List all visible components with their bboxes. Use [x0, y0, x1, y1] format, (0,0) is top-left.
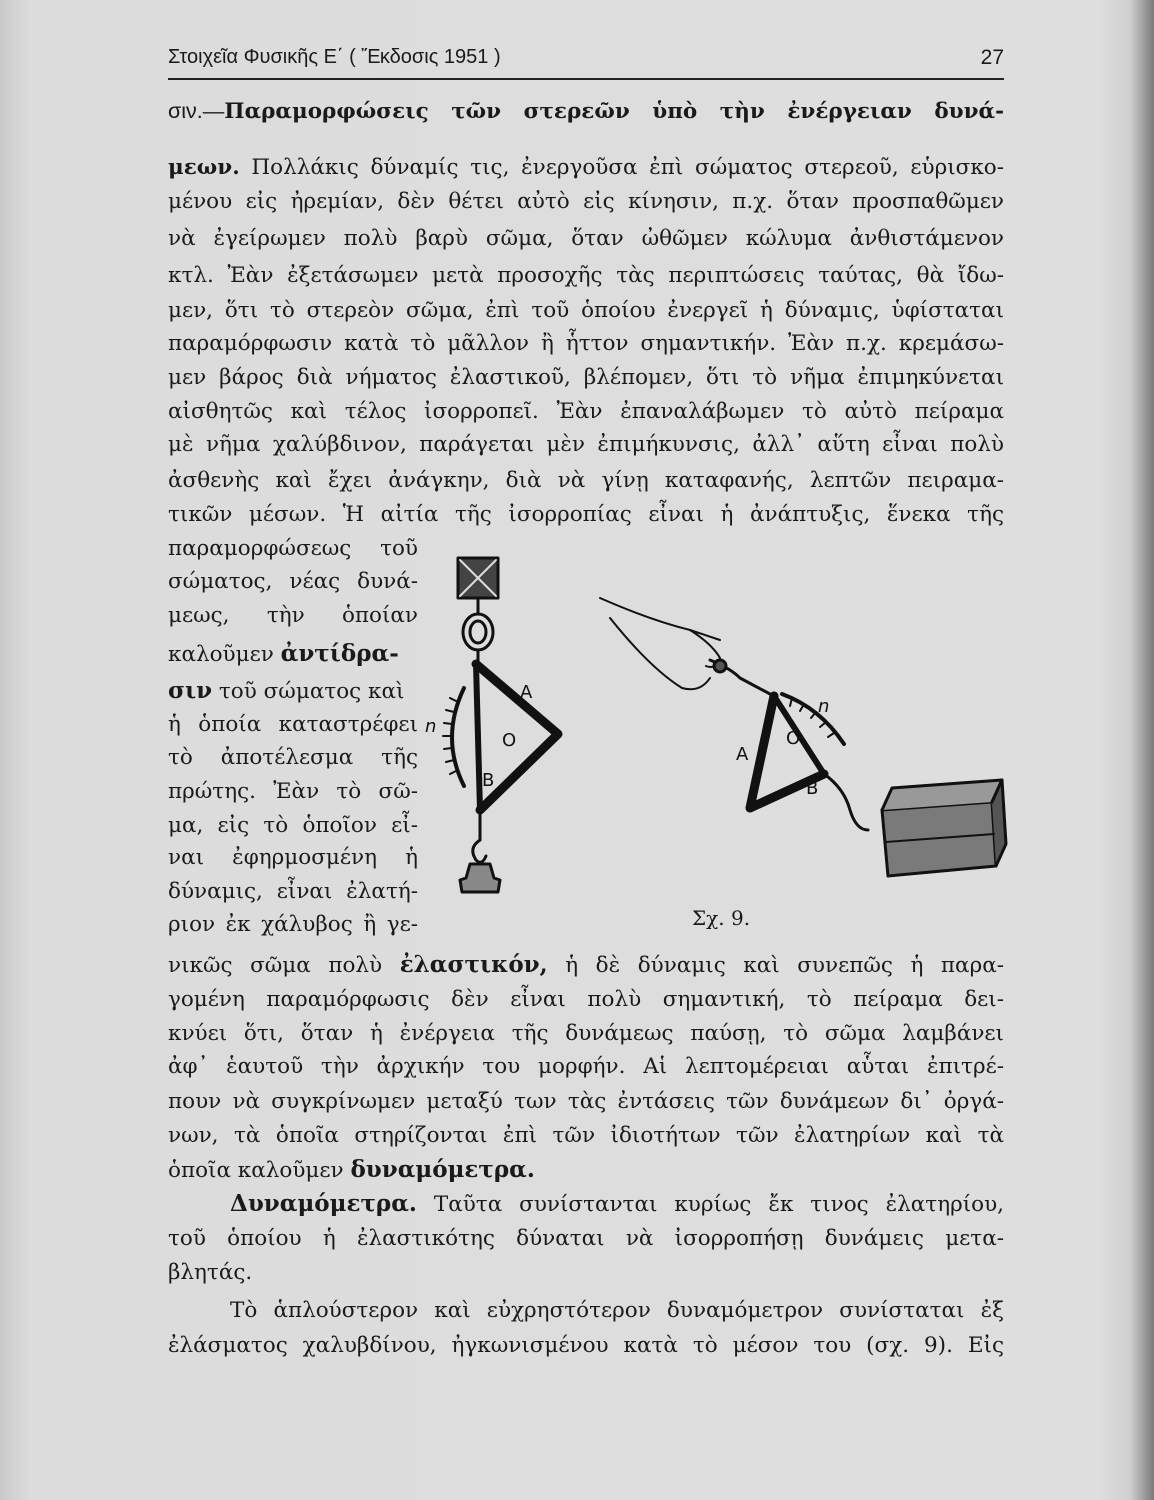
- paragraph-line: νὰ ἐγείρωμεν πολὺ βαρὺ σῶμα, ὅταν ὠθῶμεν κώλυμα ἀνθιστάμενον: [168, 226, 1004, 251]
- paragraph-line: τὸ ἀποτέλεσμα τῆς: [168, 745, 418, 770]
- paragraph-line: ἡ ὁποία καταστρέφει: [168, 712, 418, 737]
- paragraph-line: καλοῦμεν ἀντίδρα-: [168, 640, 399, 667]
- paragraph-line: μένου εἰς ἠρεμίαν, δὲν θέτει αὐτὸ εἰς κίνησιν, π.χ. ὅταν προσπαθῶμεν: [168, 189, 1004, 214]
- hand: [600, 598, 720, 640]
- paragraph-line: σιν τοῦ σώματος καὶ: [168, 677, 405, 704]
- paragraph-line: τικῶν μέσων. Ἡ αἰτία τῆς ἰσορροπίας εἶναι ἡ ἀνάπτυξις, ἕνεκα τῆς: [168, 502, 1004, 527]
- paragraph-line: μεως, τὴν ὁποίαν: [168, 603, 418, 628]
- running-header: [168, 44, 1004, 80]
- term-dynamometra: δυναμόμετρα.: [350, 1156, 535, 1183]
- paragraph-line: δύναμις, εἶναι ἐλατή-: [168, 879, 418, 904]
- paragraph-line: κνύει ὅτι, ὅταν ἡ ἐνέργεια τῆς δυνάμεως παύσῃ, τὸ σῶμα λαμβάνει: [168, 1021, 1004, 1046]
- paragraph-line: Δυναμόμετρα. Ταῦτα συνίστανται κυρίως ἔκ τινος ἐλατηρίου,: [230, 1190, 1004, 1217]
- label-b: B: [482, 770, 495, 791]
- label-o-2: O: [786, 728, 801, 749]
- page-number: 27: [980, 46, 1004, 69]
- paragraph-line: μεν, ὅτι τὸ στερεὸν σῶμα, ἐπὶ τοῦ ὁποίου ἐνεργεῖ ἡ δύναμις, ὑφίσταται: [168, 298, 1004, 323]
- paragraph-line: μα, εἰς τὸ ὁποῖον εἶ-: [168, 813, 418, 838]
- paragraph-line: ριον ἐκ χάλυβος ἢ γε-: [168, 912, 418, 937]
- label-n: n: [425, 716, 437, 737]
- book-title: Στοιχεῖα Φυσικῆς Ε΄ ( Ἔκδοσις 1951 ): [168, 46, 501, 68]
- figure-dynamometer: [420, 548, 1010, 938]
- paragraph-line: ὁποῖα καλοῦμεν δυναμόμετρα.: [168, 1156, 535, 1183]
- section-heading: [168, 96, 1004, 126]
- paragraph-line: μὲ νῆμα χαλύβδινον, παράγεται μὲν ἐπιμήκυνσις, ἀλλ᾽ αὕτη εἶναι πολὺ: [168, 432, 1004, 457]
- paragraph-line: ἀφ᾽ ἑαυτοῦ τὴν ἀρχικήν του μορφήν. Αἱ λεπτομέρειαι αὗται ἐπιτρέ-: [168, 1054, 1004, 1079]
- paragraph-line: πουν νὰ συγκρίνωμεν μεταξύ των τὰς ἐντάσεις τῶν δυνάμεων δι᾽ ὀργά-: [168, 1089, 1004, 1114]
- paragraph-line: πρώτης. Ἐὰν τὸ σῶ-: [168, 779, 418, 804]
- section-title: Παραμορφώσεις τῶν στερεῶν ὑπὸ τὴν ἐνέργειαν δυνά-: [224, 99, 1004, 124]
- paragraph-line: μεων. Πολλάκις δύναμίς τις, ἐνεργοῦσα ἐπὶ σώματος στερεοῦ, εὑρισκο-: [168, 155, 1004, 180]
- section-number: σιν.—: [168, 99, 225, 123]
- paragraph-line: νων, τὰ ὁποῖα στηρίζονται ἐπὶ τῶν ἰδιοτήτων τῶν ἐλατηρίων καὶ τὰ: [168, 1123, 1004, 1148]
- paragraph-line: γομένη παραμόρφωσις δὲν εἶναι πολὺ σημαντική, τὸ πείραμα δει-: [168, 987, 1004, 1012]
- ring: [463, 614, 493, 650]
- figure-caption: Σχ. 9.: [692, 906, 751, 930]
- paragraph-line: μεν βάρος διὰ νήματος ἐλαστικοῦ, βλέπομεν, ὅτι τὸ νῆμα ἐπιμηκύνεται: [168, 365, 1004, 390]
- label-a: A: [520, 682, 533, 703]
- paragraph-line: ναι ἐφηρμοσμένη ἡ: [168, 845, 418, 870]
- term-antidrasis: ἀντίδρα-: [280, 640, 399, 667]
- paragraph-line: αἰσθητῶς καὶ τέλος ἰσορροπεῖ. Ἐὰν ἐπαναλάβωμεν τὸ αὐτὸ πείραμα: [168, 399, 1004, 424]
- paragraph-line: Τὸ ἁπλούστερον καὶ εὐχρηστότερον δυναμόμετρον συνίσταται ἐξ: [230, 1298, 1004, 1323]
- paragraph-line: κτλ. Ἐὰν ἐξετάσωμεν μετὰ προσοχῆς τὰς περιπτώσεις ταύτας, θὰ ἴδω-: [168, 263, 1004, 288]
- weight: [460, 864, 500, 892]
- paragraph-line: νικῶς σῶμα πολὺ ἐλαστικόν, ἡ δὲ δύναμις καὶ συνεπῶς ἡ παρα-: [168, 951, 1005, 978]
- subsection-heading: Δυναμόμετρα.: [230, 1190, 417, 1217]
- paragraph-line: παραμόρφωσιν κατὰ τὸ μᾶλλον ἢ ἧττον σημαντικήν. Ἐὰν π.χ. κρεμάσω-: [168, 331, 1004, 356]
- label-a-2: A: [736, 744, 749, 765]
- term-elastikon: ἐλαστικόν,: [399, 951, 548, 978]
- label-n-2: n: [818, 696, 830, 717]
- paragraph-line: τοῦ ὁποίου ἡ ἐλαστικότης δύναται νὰ ἰσορροπήσῃ δυνάμεις μετα-: [168, 1226, 1004, 1251]
- paragraph-line: βλητάς.: [168, 1260, 253, 1285]
- label-o: O: [502, 730, 517, 751]
- paragraph-line: παραμορφώσεως τοῦ: [168, 536, 418, 561]
- paragraph-line: ἐλάσματος χαλυβδίνου, ἠγκωνισμένου κατὰ τὸ μέσον του (σχ. 9). Εἰς: [168, 1333, 1004, 1358]
- paragraph-line: ἀσθενὴς καὶ ἔχει ἀνάγκην, διὰ νὰ γίνῃ καταφανής, λεπτῶν πειραμα-: [168, 468, 1004, 493]
- dynamometer-illustration: [420, 548, 1010, 938]
- paragraph-line: σώματος, νέας δυνά-: [168, 569, 418, 594]
- label-b-2: B: [806, 778, 819, 799]
